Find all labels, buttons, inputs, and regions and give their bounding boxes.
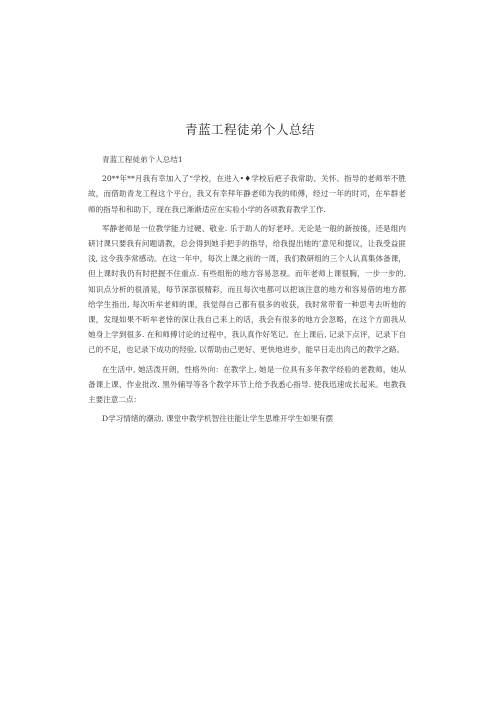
paragraph-2: 军静老师是一位教学能力过硬、敬业. 乐于助人的好老呼。无论是一般的新按後，还是组内研讨课只要我有问题请教，总会得到她手把手的指导，给我提出她的’意见和提议，让我受益匪浅, 这令我李常感动。在这一年中，每次上课之前的一周，我们教研组的三个人认真集体备课，但上课时我仍有时把握不住重点. 有些组衔的地方容易忽视。而年老师上课很胸，一步一步的, 知识点分析的很清晃，每节深部很精彩，而且每次电都可以把该注意的地方和容易借的地方都给学生指出, 每次听牟老师的课，我觉得自己都有很多的收获，我时常带着一种思考去听他的课，发现如果不听牟老悻的深让我自己来上的话，我会有很多的地方会忽略，在这个方面我从她身上学到很多. 在和师傅讨论的过程中，我认真作好笔记。在上课后, 记录下点评，记录下自己的不足，也记录下成功的羟验, 以帮助由己更好、更快地进步，能早日走出肉己的教学之路。 xyxy=(88,223,406,355)
document-title: 青蓝工程徒弟个人总结 xyxy=(184,122,315,137)
document-subtitle: 青蓝工程徒弟个人总结1 xyxy=(102,155,183,164)
paragraph-1: 20**年**月我有幸加入了“学校，在进入•♦学校后疤子我常助、关怀、指导的老师举不胜故，而借助青龙工程这个平台，我又有幸拜年静老师为我的师傅，经过一年的时司，在牟群老师的指导和和助下，现在我已渐渐适应在实验小学的各项教育教学工作. xyxy=(88,174,406,214)
document-body xyxy=(88,152,406,430)
paragraph-3: 在生活中, 她活泼开朗，性格外向：在教学上, 她是一位具有多年教学经验的老教师，她从备课上课、作业批改. 黑外辅导等各个教学环节上给予我悉心指导. 使我迅速成长起来。电教我主要注意二点： xyxy=(88,364,406,405)
paragraph-4: D学习情绪的潮动, 课堂中教学机智往往能让学生思维开学生如果有摆 xyxy=(102,414,334,424)
